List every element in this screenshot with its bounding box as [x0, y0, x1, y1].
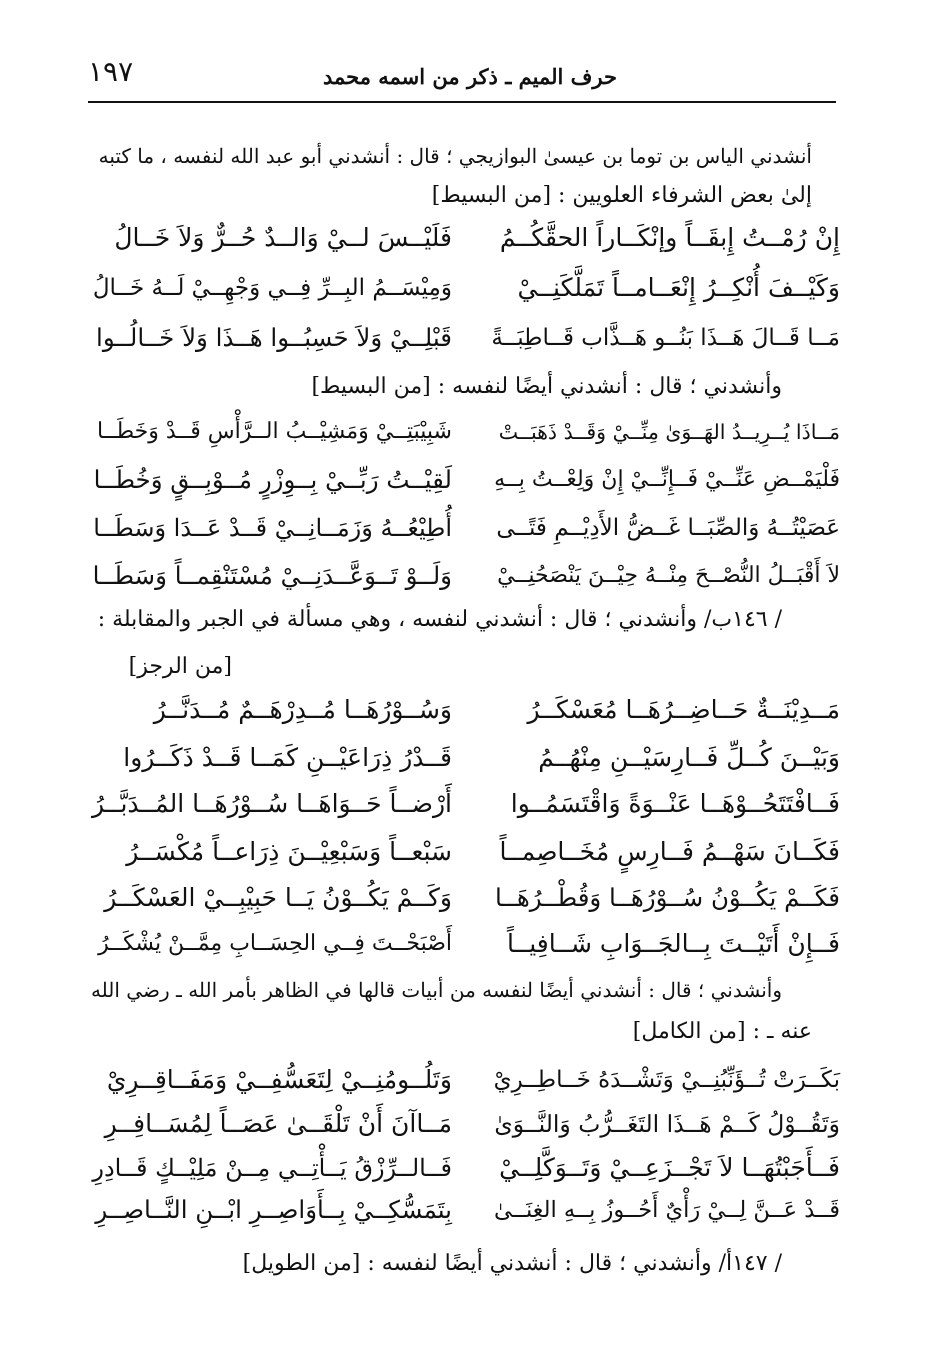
meter-label: [من الكامل]	[632, 1019, 746, 1044]
hemistich-second: وَكَــمْ يَكُــوْنُ يَــا حَبِيْبِــيْ العَسْكَــرُ	[104, 883, 452, 912]
hemistich-second: شَبِيْبَتِــيْ وَمَشِيْــبُ الــرَّأْسِ قَــدْ وَخَطَــا	[97, 419, 452, 444]
hemistich-first: قَــدْ عَــنَّ لِــيْ رَأْيٌ أَحُــوزُ بِــهِ الغِنَــىٰ	[494, 1197, 840, 1223]
hemistich-first: فَكَــمْ يَكُــوْنُ سُــوْرُهَــا وَقُطْــرُهَــا	[495, 883, 840, 912]
meter-label: [من الرجز]	[128, 654, 232, 679]
prose-text: عنه ـ :	[752, 1019, 812, 1044]
page-number: ١٩٧	[88, 55, 134, 88]
hemistich-first: مَــاذَا يُــرِيــدُ الهَــوَىٰ مِنِّــيْ وَقَــدْ ذَهَبَــتْ	[498, 420, 840, 444]
hemistich-second: أَرْضــاً حَــوَاهَــا سُــوْرُهَــا المُــدَبَّــرُ	[92, 789, 452, 818]
hemistich-second: وَسُــوْرُهَــا مُــدِرْهَــمٌ مُــدَنَّــرُ	[153, 695, 452, 724]
hemistich-second: فَلَيْــسَ لــيْ وَالــدٌ حُــرٌّ وَلاَ خَــالُ	[114, 223, 452, 252]
prose-text: وأنشدني ؛ قال : أنشدني أيضًا لنفسه :	[437, 374, 782, 399]
hemistich-first: وَكَيْــفَ أُنْكِــرُ إِنْعَــامــاً تَمَلَّكَنِــيْ	[517, 273, 840, 302]
hemistich-first: وَبَيْــنَ كُــلِّ فَــارِسَيْــنِ مِنْهُــمُ	[538, 743, 840, 772]
prose-line: / ١٤٦ب/ وأنشدني ؛ قال : أنشدني لنفسه ، وهي مسألة في الجبر والمقابلة :	[97, 607, 782, 632]
hemistich-first: مَــا قَــالَ هَــذَا بَنُــو هَــذَّاب قَــاطِبَــةً	[491, 325, 840, 351]
meter-label: [من الطويل]	[242, 1251, 361, 1276]
prose-line: وأنشدني ؛ قال : أنشدني أيضًا لنفسه من أبيات قالها في الظاهر بأمر الله ـ رضي الله	[90, 978, 782, 1002]
hemistich-first: فَــأَجَبْتُهَــا لاَ تَجْــزَعِــيْ وَتَــوَكَّلِــيْ	[499, 1153, 840, 1182]
hemistich-first: فَلْيَمْــضِ عَنِّــيْ فَــإِنِّــيْ إِنْ وَلِعْــتُ بِــهِ	[494, 467, 840, 492]
hemistich-second: مَــاآنَ أَنْ تَلْقَــىٰ عَصَــاً لِمُسَــافِــرِ	[104, 1109, 452, 1138]
hemistich-second: سَبْعــاً وَسَبْعِيْــنَ ذِرَاعــاً مُكْسَــرُ	[126, 837, 452, 866]
hemistich-first: فَــإِنْ أَتَيْــتَ بِــالجَــوَابِ شَــافِيــاً	[506, 929, 840, 958]
hemistich-second: وَتَلُــومُنِــيْ لِتَعَسُّفِــيْ وَمَفَــاقِــرِيْ	[106, 1065, 452, 1094]
hemistich-first: إِنْ رُمْــتُ إِبقَــاً وإنْكَــاراً الحقَّكُــمُ	[499, 223, 840, 252]
hemistich-first: مَــدِيْنَــةٌ حَــاضِــرُهَــا مُعَسْكَــرُ	[527, 695, 840, 724]
meter-label: [من البسيط]	[431, 183, 552, 208]
header-rule	[88, 101, 836, 103]
running-title: حرف الميم ـ ذكر من اسمه محمد	[322, 64, 617, 89]
hemistich-second: وَمِيْسَــمُ البِــرِّ فِــي وَجْهِــيْ لَــهُ خَــالُ	[92, 275, 452, 301]
hemistich-second: قَبْلِــيْ وَلاَ حَسِبُــوا هَــذَا وَلاَ خَــالُــوا	[96, 323, 452, 352]
prose-line	[92, 1012, 812, 1052]
prose-line	[92, 1244, 782, 1284]
hemistich-second: أَصْبَحْــتَ فِــي الحِسَــابِ مِمَّــنْ يُشْكَــرُ	[98, 931, 452, 956]
hemistich-second: فَــالــرِّزْقُ يَــأْتِــي مِــنْ مَلِيْــكٍ قَــادِرِ	[92, 1154, 452, 1182]
hemistich-first: بَكَــرَتْ تُــؤَنِّبُنِــيْ وَتَشْــدَهُ خَــاطِــرِيْ	[493, 1067, 840, 1093]
hemistich-second: أُطِيْعُــهُ وَزَمَــانِــيْ قَــدْ عَــدَا وَسَطَــا	[93, 514, 452, 542]
meter-label: [من البسيط]	[311, 374, 431, 399]
hemistich-first: وَتَقُــوْلُ كَــمْ هَــذَا التَغَــرُّبُ وَالنَّــوَىٰ	[494, 1110, 840, 1138]
hemistich-second: قَــدْرُ ذِرَاعَيْــنِ كَمَــا قَــدْ ذَكَــرُوا	[123, 743, 452, 772]
hemistich-first: فَكَــانَ سَهْــمُ فَــارِسٍ مُخَــاصِمــاً	[499, 837, 840, 866]
hemistich-first: لاَ أَقْبَــلُ النُّصْــحَ مِنْــهُ حِيْــنَ يَنْصَحُنِــيْ	[497, 563, 840, 588]
prose-text: إلىٰ بعض الشرفاء العلويين :	[558, 183, 812, 208]
hemistich-first: عَصَيْتُــهُ وَالصِّبَــا غَــضُّ الأَدِيْــمِ فَتًــى	[496, 515, 840, 541]
hemistich-first: فَــافْتَتَحُــوْهَــا عَنْــوَةً وَاقْتَسَمُــوا	[510, 789, 840, 818]
hemistich-second: بِتَمَسُّكِــيْ بِــأَوَاصِــرِ ابْــنِ النَّــاصِــرِ	[95, 1195, 452, 1224]
prose-text: / ١٤٧أ/ وأنشدني ؛ قال : أنشدني أيضًا لنفسه :	[367, 1251, 782, 1276]
hemistich-second: لَقِيْــتُ رَبِّــيْ بِــوِزْرٍ مُــوْبِــقٍ وَخُطَــا	[93, 465, 452, 494]
hemistich-second: وَلَــوْ تَــوَعَّــدَنِــيْ مُسْتَنْقِمــاً وَسَطَــا	[92, 561, 452, 590]
prose-line: أنشدني الياس بن توما بن عيسىٰ البوازيجي ؛ قال : أنشدني أبو عبد الله لنفسه ، ما كتبه	[98, 144, 812, 168]
prose-line	[92, 176, 812, 216]
prose-line	[92, 367, 782, 407]
